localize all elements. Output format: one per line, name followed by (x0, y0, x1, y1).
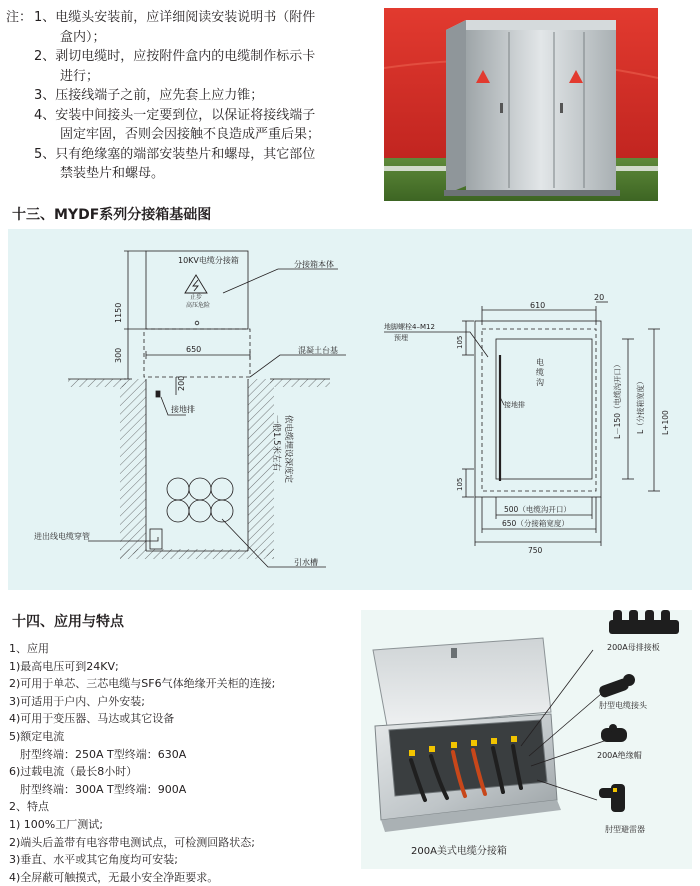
cabinet-photo (384, 8, 658, 201)
installation-notes (6, 8, 376, 184)
label-cabinet-body: 分接箱本体 (294, 260, 334, 269)
dim-750: 750 (528, 546, 543, 555)
dim-20: 20 (594, 293, 605, 302)
note-item-4: 4、安装中间接头一定要到位，以保证将接线端子 固定牢固，否则会因接触不良造成严重后果； (34, 107, 321, 142)
part-label-elbow: 肘型电缆接头 (599, 701, 647, 710)
dim-105-bottom: 105 (456, 477, 464, 491)
label-concrete-base: 混凝土台基 (298, 346, 338, 355)
feature-item: 2)端头后盖带有电容带电测试点，可检测回路状态; (9, 835, 255, 849)
applications-heading: 1、应用 (9, 642, 49, 655)
depth-note-1: 依电缆埋设深度定 (283, 415, 293, 484)
note-item-1: 1、电缆头安装前，应详细阅读安装说明书（附件 盒内）； (34, 10, 316, 45)
depth-note-2: 一般1.5米左右 (271, 415, 281, 472)
part-label-cap: 200A绝缘帽 (597, 751, 642, 760)
warn-text-2: 高压危险 (186, 302, 211, 309)
anchor-bolt-label-2: 预埋 (394, 334, 408, 342)
dim-105-top: 105 (456, 335, 464, 349)
dim-L-150: L－150（电缆沟开口） (613, 360, 622, 439)
applications-list (9, 640, 339, 886)
app-item: 5)额定电流 (9, 729, 65, 743)
feature-item: 4)全屏蔽可触摸式，无最小安全净距要求。 (9, 870, 219, 884)
section-13-title: 十三、MYDF系列分接箱基础图 (12, 207, 212, 223)
part-label-arrester: 肘型避雷器 (605, 825, 645, 834)
label-ground-bar-right: 接地排 (504, 401, 525, 409)
feature-item: 3)垂直、水平或其它角度均可安装; (9, 853, 178, 867)
app-item: 2)可用于单芯、三芯电缆与SF6气体绝缘开关柜的连接; (9, 677, 276, 691)
dim-650-left: 650 (186, 345, 202, 354)
dim-610: 610 (530, 301, 546, 310)
dim-650-right: 650（分接箱宽度） (502, 519, 569, 528)
section-14-title: 十四、应用与特点 (12, 614, 124, 630)
label-ground-bar-left: 接地排 (171, 405, 195, 414)
note-item-3: 3、压接线端子之前，应先套上应力锥； (34, 88, 264, 103)
foundation-diagram (8, 229, 692, 590)
feature-item: 1) 100%工厂测试; (9, 817, 103, 831)
note-item-5: 5、只有绝缘塞的端部安装垫片和螺母，其它部位 禁装垫片和螺母。 (34, 146, 316, 181)
product-photo-panel (361, 610, 692, 869)
label-cable-pipe: 进出线电缆穿管 (34, 532, 90, 541)
part-label-busbar: 200A母排接板 (607, 643, 660, 652)
side-elevation (68, 251, 346, 567)
anchor-bolt-label: 地脚螺栓4–M12 (384, 323, 435, 331)
app-item: 6)过载电流（最长8小时） (9, 765, 138, 779)
trench-char-3: 沟 (536, 378, 544, 387)
note-item-2: 2、剥切电缆时，应按附件盒内的电缆制作标示卡 进行； (34, 49, 316, 84)
dim-1150: 1150 (114, 302, 123, 323)
app-item: 3)可适用于户内、户外安装; (9, 694, 145, 708)
box-title-text: 10KV电缆分接箱 (178, 256, 239, 265)
trench-char-2: 缆 (536, 368, 544, 377)
label-drain: 引水槽 (294, 558, 318, 567)
dim-500: 500（电缆沟开口） (504, 505, 571, 514)
warn-text-1: 止步 (190, 294, 203, 301)
app-item: 肘型终端：300A T型终端：900A (20, 782, 187, 796)
dim-L-box: L（分接箱宽度） (636, 377, 645, 434)
notes-label: 注： (6, 10, 33, 25)
app-item: 肘型终端：250A T型终端：630A (20, 747, 187, 761)
app-item: 1)最高电压可到24KV; (9, 659, 119, 673)
app-item: 4)可用于变压器、马达或其它设备 (9, 712, 175, 726)
dim-200: 200 (177, 375, 186, 391)
dim-300: 300 (114, 347, 123, 363)
features-heading: 2、特点 (9, 800, 49, 814)
dim-L-plus-100: L+100 (661, 410, 670, 435)
panel-caption: 200A美式电缆分接箱 (411, 846, 507, 857)
trench-char-1: 电 (536, 358, 544, 367)
